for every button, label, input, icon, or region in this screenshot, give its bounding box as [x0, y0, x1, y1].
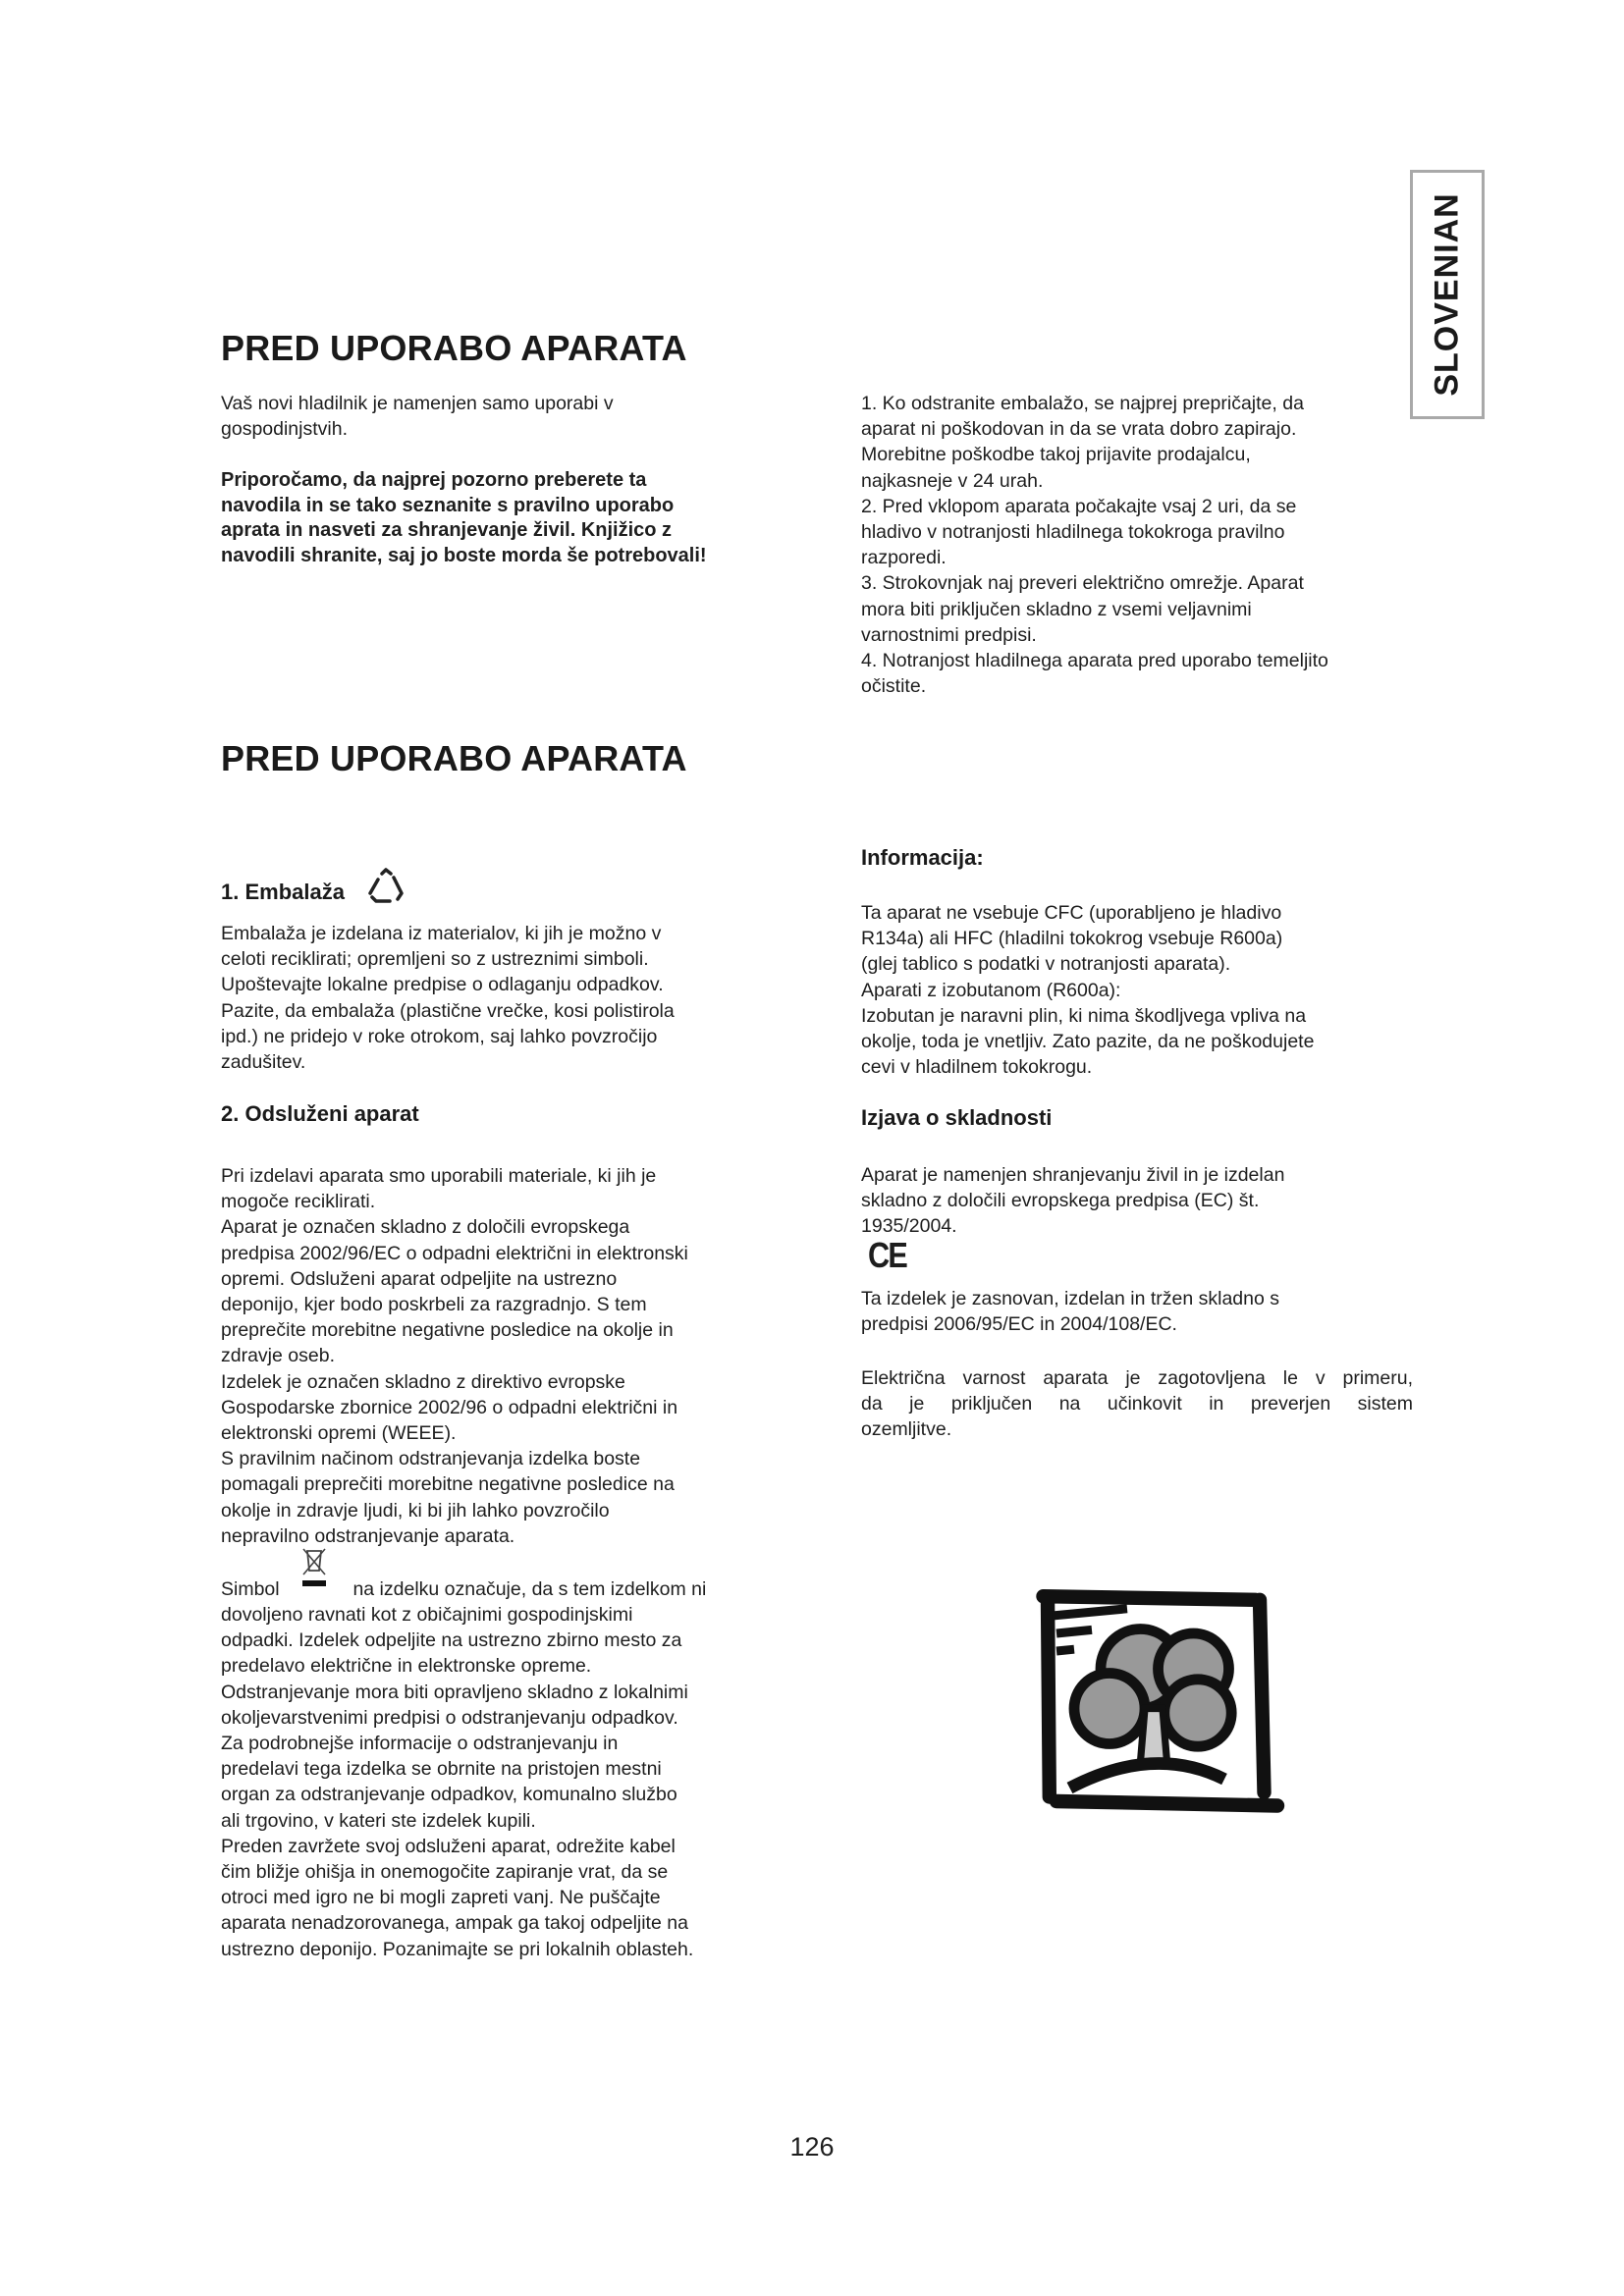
symbol-line — [221, 1576, 706, 1602]
section-title-2: PRED UPORABO APARATA — [221, 738, 687, 778]
text-line: 4. Notranjost hladilnega aparata pred uporabo temeljito — [861, 650, 1328, 672]
section-title-1: PRED UPORABO APARATA — [221, 328, 687, 368]
text-line: Aparati z izobutanom (R600a): — [861, 979, 1121, 1001]
text-line: 2. Pred vklopom aparata počakajte vsaj 2 uri, da se — [861, 495, 1297, 517]
text-line: najkasneje v 24 urah. — [861, 469, 1044, 492]
conformity-heading: Izjava o skladnosti — [861, 1105, 1053, 1130]
information-heading: Informacija: — [861, 845, 984, 870]
packaging-heading — [221, 868, 407, 907]
text-line: R134a) ali HFC (hladilni tokokrog vsebuje R600a) — [861, 928, 1283, 950]
recycle-icon — [364, 868, 407, 907]
text-line: Pri izdelavi aparata smo uporabili materiale, ki jih je — [221, 1165, 657, 1187]
intro-paragraph — [221, 391, 614, 442]
text-line: opremi. Odsluženi aparat odpeljite na ustrezno — [221, 1267, 618, 1290]
text-line: organ za odstranjevanje odpadkov, komunalno službo — [221, 1784, 677, 1806]
packaging-heading-text: 1. Embalaža — [221, 880, 345, 904]
text-line: pomagali preprečiti morebitne negativne posledice na — [221, 1473, 675, 1496]
text-line: mogoče reciklirati. — [221, 1191, 376, 1213]
text-line: Izobutan je naravni plin, ki nima škodljvega vpliva na — [861, 1004, 1307, 1027]
text-line: razporedi. — [861, 547, 947, 569]
text-line: otroci med igro ne bi mogli zapreti vanj. Ne puščajte — [221, 1887, 661, 1909]
text-line: Ta izdelek je zasnovan, izdelan in tržen skladno s — [861, 1288, 1279, 1309]
text-line: aparata nenadzorovanega, ampak ga takoj odpeljite na — [221, 1912, 688, 1935]
text-line: Upoštevajte lokalne predpise o odlaganju odpadkov. — [221, 974, 664, 996]
text-line: S pravilnim načinom odstranjevanja izdelka boste — [221, 1448, 641, 1470]
tree-logo-icon — [1021, 1580, 1286, 1845]
text-line: okolje, toda je vnetljiv. Zato pazite, da ne poškodujete — [861, 1031, 1315, 1053]
text-line: Aparat je namenjen shranjevanju živil in je izdelan — [861, 1164, 1285, 1186]
text-line: mora biti priključen skladno z vsemi veljavnimi — [861, 598, 1252, 620]
text-line: 3. Strokovnjak naj preveri električno omrežje. Aparat — [861, 572, 1304, 595]
text-line: Za podrobnejše informacije o odstranjevanju in — [221, 1733, 619, 1755]
text-line: čim bližje ohišja in onemogočite zapiranje vrat, da se — [221, 1861, 669, 1884]
weee-crossed-bin-icon — [299, 1547, 329, 1590]
text-line: Vaš novi hladilnik je namenjen samo uporabi v — [221, 393, 614, 414]
text-line: aprata in nasveti za shranjevanje živil. Knjižico z — [221, 519, 673, 541]
text-line: ali trgovino, v kateri ste izdelek kupili. — [221, 1809, 536, 1832]
text-line: 1. Ko odstranite embalažo, se najprej prepričajte, da — [861, 393, 1304, 414]
text-line: Gospodarske zbornice 2002/96 o odpadni električni in — [221, 1396, 678, 1418]
text-line: varnostnimi predpisi. — [861, 623, 1037, 646]
text-line: Ta aparat ne vsebuje CFC (uporabljeno je hladivo — [861, 902, 1282, 924]
text-line: cevi v hladilnem tokokrogu. — [861, 1056, 1093, 1079]
text-line: ozemljitve. — [861, 1418, 952, 1441]
text-line: ipd.) ne pridejo v roke otrokom, saj lahko povzročijo — [221, 1025, 658, 1047]
packaging-paragraph — [221, 921, 675, 1075]
text-line: elektronski opremi (WEEE). — [221, 1422, 457, 1445]
symbol-suffix: na izdelku označuje, da s tem izdelkom ni — [352, 1578, 707, 1600]
information-paragraph — [861, 900, 1314, 1080]
text-line: aparat ni poškodovan in da se vrata dobro zapirajo. — [861, 418, 1297, 441]
text-line: (glej tablico s podatki v notranjosti aparata). — [861, 953, 1231, 976]
electrical-safety-paragraph — [861, 1365, 1413, 1443]
old-appliance-paragraph — [221, 1163, 688, 1549]
text-line: hladivo v notranjosti hladilnega tokokroga pravilno — [861, 521, 1285, 544]
text-line: dovoljeno ravnati kot z običajnimi gospodinjskimi — [221, 1604, 633, 1626]
text-line: okoljevarstvenimi predpisi o odstranjevanju odpadkov. — [221, 1706, 678, 1729]
text-line: deponijo, kjer bodo poskrbeli za razgradnjo. S tem — [221, 1294, 647, 1316]
text-line: navodili shranite, saj jo boste morda še potrebovali! — [221, 544, 707, 566]
text-line: Morebitne poškodbe takoj prijavite prodajalcu, — [861, 444, 1251, 466]
text-line: Odstranjevanje mora biti opravljeno skladno z lokalnimi — [221, 1681, 688, 1703]
text-line: nepravilno odstranjevanje aparata. — [221, 1524, 515, 1547]
text-line: okolje in zdravje ljudi, ki bi jih lahko povzročilo — [221, 1499, 610, 1522]
text-line: da je priključen na učinkovit in preverjen sistem — [861, 1393, 1413, 1415]
text-line: odpadki. Izdelek odpeljite na ustrezno zbirno mesto za — [221, 1629, 682, 1652]
conformity-directives — [861, 1286, 1279, 1337]
language-tab — [1410, 170, 1485, 419]
text-line: predpisi 2006/95/EC in 2004/108/EC. — [861, 1313, 1177, 1336]
steps-list — [861, 391, 1328, 699]
text-line: predelavo električne in elektronske opreme. — [221, 1655, 592, 1678]
text-line: navodila in se tako seznanite s pravilno uporabo — [221, 494, 675, 516]
text-line: Aparat je označen skladno z določili evropskega — [221, 1216, 630, 1239]
text-line: 1935/2004. — [861, 1215, 957, 1238]
old-appliance-heading: 2. Odsluženi aparat — [221, 1101, 419, 1126]
disposal-paragraph — [221, 1602, 693, 1962]
symbol-prefix: Simbol — [221, 1578, 280, 1600]
conformity-paragraph — [861, 1162, 1284, 1240]
text-line: Priporočamo, da najprej pozorno preberete ta — [221, 469, 647, 491]
text-line: skladno z določili evropskega predpisa (EC) št. — [861, 1190, 1260, 1212]
text-line: Električna varnost aparata je zagotovljena le v primeru, — [861, 1367, 1413, 1389]
text-line: zadušitev. — [221, 1051, 306, 1074]
text-line: preprečite morebitne negativne posledice na okolje in — [221, 1319, 674, 1342]
text-line: predpisa 2002/96/EC o odpadni električni in elektronski — [221, 1242, 688, 1264]
text-line: zdravje oseb. — [221, 1345, 335, 1367]
ce-mark: CE — [868, 1235, 907, 1275]
text-line: Izdelek je označen skladno z direktivo evropske — [221, 1370, 625, 1393]
recommendation-paragraph — [221, 468, 707, 568]
text-line: gospodinjstvih. — [221, 418, 348, 441]
text-line: ustrezno deponijo. Pozanimajte se pri lokalnih oblasteh. — [221, 1938, 694, 1960]
text-line: Pazite, da embalaža (plastične vrečke, kosi polistirola — [221, 999, 675, 1022]
text-line: Preden zavržete svoj odsluženi aparat, odrežite kabel — [221, 1835, 676, 1857]
text-line: celoti reciklirati; opremljeni so z ustreznimi simboli. — [221, 948, 649, 971]
page-number: 126 — [789, 2132, 835, 2162]
language-label: SLOVENIAN — [1428, 192, 1466, 397]
text-line: očistite. — [861, 675, 927, 698]
text-line: predelavi tega izdelka se obrnite na pristojen mestni — [221, 1758, 662, 1781]
text-line: Embalaža je izdelana iz materialov, ki jih je možno v — [221, 923, 662, 944]
